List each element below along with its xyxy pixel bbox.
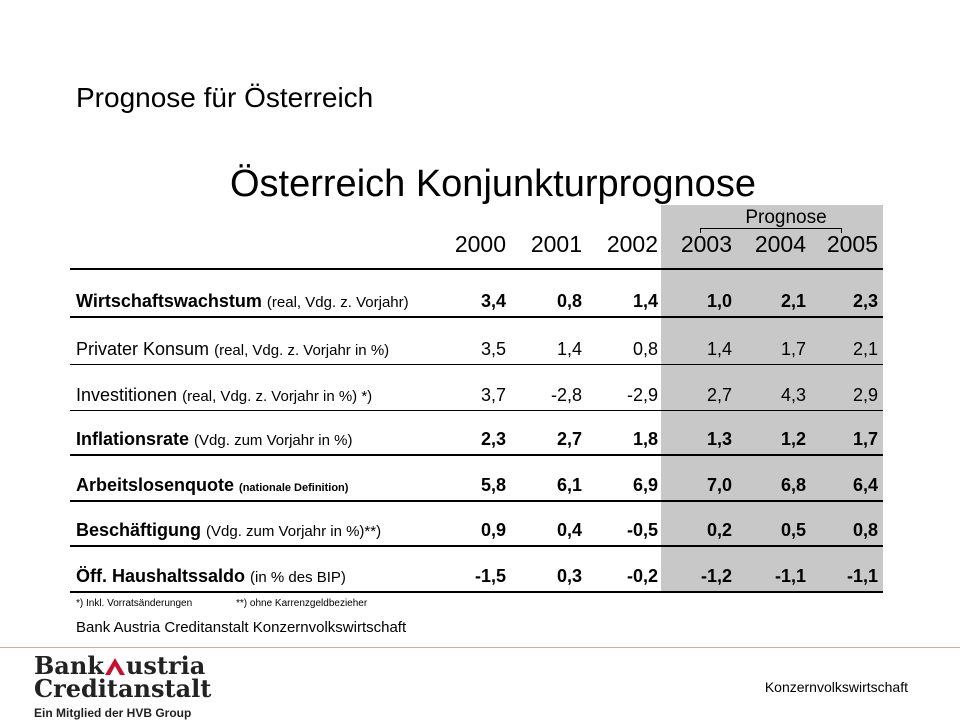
cell: 0,8 bbox=[556, 291, 582, 311]
cell: 7,0 bbox=[706, 475, 732, 495]
cell: 6,1 bbox=[556, 475, 582, 495]
logo-line-2: Creditanstalt bbox=[34, 674, 212, 703]
row-divider bbox=[70, 316, 883, 318]
table-row-investitionen bbox=[0, 382, 960, 408]
cell: 0,8 bbox=[852, 520, 878, 540]
cell: 2,9 bbox=[852, 385, 878, 405]
cell: 0,2 bbox=[706, 520, 732, 540]
year-header-row bbox=[0, 230, 960, 262]
cell: 1,8 bbox=[632, 429, 658, 449]
cell: 2,3 bbox=[852, 291, 878, 311]
cell: 1,4 bbox=[632, 291, 658, 311]
cell: 6,9 bbox=[632, 475, 658, 495]
logo-tagline: Ein Mitglied der HVB Group bbox=[34, 706, 192, 720]
cell: 2,1 bbox=[852, 339, 878, 359]
cell: 4,3 bbox=[780, 385, 806, 405]
forecast-label: Prognose bbox=[745, 207, 827, 228]
cell: 0,3 bbox=[556, 566, 582, 586]
cell: 1,4 bbox=[706, 339, 732, 359]
row-label: Investitionen (real, Vdg. z. Vorjahr in %) *) bbox=[76, 385, 373, 405]
cell: 2,7 bbox=[556, 429, 582, 449]
cell: 1,0 bbox=[706, 291, 732, 311]
header-divider bbox=[70, 268, 883, 270]
table-row-beschaeftigung bbox=[0, 517, 960, 543]
cell: 3,7 bbox=[480, 385, 506, 405]
row-divider bbox=[70, 364, 883, 365]
table-heading: Österreich Konjunkturprognose bbox=[230, 163, 756, 205]
row-label: Arbeitslosenquote (nationale Definition) bbox=[76, 475, 349, 495]
table-bottom-rule bbox=[70, 591, 883, 593]
row-label: Inflationsrate (Vdg. zum Vorjahr in %) bbox=[76, 429, 353, 449]
cell: 2,3 bbox=[480, 429, 506, 449]
year-2002: 2002 bbox=[606, 231, 658, 257]
cell: 2,7 bbox=[706, 385, 732, 405]
year-2000: 2000 bbox=[454, 231, 506, 257]
cell: 0,8 bbox=[632, 339, 658, 359]
cell: 1,7 bbox=[780, 339, 806, 359]
cell: 0,5 bbox=[780, 520, 806, 540]
footnote-2: **) ohne Karrenzgeldbezieher bbox=[236, 598, 368, 609]
row-divider bbox=[70, 410, 883, 411]
table-row-haushaltssaldo bbox=[0, 563, 960, 589]
cell: 2,1 bbox=[780, 291, 806, 311]
cell: -0,5 bbox=[626, 520, 658, 540]
cell: -1,2 bbox=[700, 566, 732, 586]
slide-title: Prognose für Österreich bbox=[76, 82, 374, 113]
cell: 1,7 bbox=[852, 429, 878, 449]
row-label: Öff. Haushaltssaldo (in % des BIP) bbox=[76, 566, 346, 586]
cell: -2,8 bbox=[550, 385, 582, 405]
table-row-inflationsrate bbox=[0, 426, 960, 452]
year-2005: 2005 bbox=[826, 231, 878, 257]
cell: 3,5 bbox=[480, 339, 506, 359]
row-label: Beschäftigung (Vdg. zum Vorjahr in %)**) bbox=[76, 520, 382, 540]
row-divider bbox=[70, 545, 883, 547]
bank-austria-logo bbox=[34, 651, 234, 720]
row-divider bbox=[70, 500, 883, 502]
cell: -1,1 bbox=[846, 566, 878, 586]
row-label: Wirtschaftswachstum (real, Vdg. z. Vorjahr) bbox=[76, 291, 409, 311]
logo-line-1: Bank ustria bbox=[34, 651, 206, 680]
source-line: Bank Austria Creditanstalt Konzernvolkswirtschaft bbox=[76, 619, 407, 636]
cell: -0,2 bbox=[626, 566, 658, 586]
cell: 1,2 bbox=[780, 429, 806, 449]
cell: -1,5 bbox=[474, 566, 506, 586]
year-2004: 2004 bbox=[754, 231, 806, 257]
table-row-privater-konsum bbox=[0, 336, 960, 362]
footnotes bbox=[76, 598, 368, 610]
cell: -1,1 bbox=[774, 566, 806, 586]
row-divider bbox=[70, 454, 883, 456]
cell: 0,4 bbox=[556, 520, 582, 540]
footer-department: Konzernvolkswirtschaft bbox=[764, 679, 908, 695]
footnote-1: *) Inkl. Vorratsänderungen bbox=[76, 598, 193, 609]
row-label: Privater Konsum (real, Vdg. z. Vorjahr in %) bbox=[76, 339, 390, 359]
cell: 6,8 bbox=[780, 475, 806, 495]
footer-divider bbox=[0, 647, 960, 648]
year-2001: 2001 bbox=[530, 231, 582, 257]
cell: 0,9 bbox=[480, 520, 506, 540]
cell: -2,9 bbox=[626, 385, 658, 405]
year-2003: 2003 bbox=[680, 231, 732, 257]
cell: 6,4 bbox=[852, 475, 878, 495]
cell: 1,4 bbox=[556, 339, 582, 359]
cell: 5,8 bbox=[480, 475, 506, 495]
cell: 1,3 bbox=[706, 429, 732, 449]
table-row-wirtschaftswachstum bbox=[0, 288, 960, 314]
cell: 3,4 bbox=[480, 291, 506, 311]
table-row-arbeitslosenquote bbox=[0, 472, 960, 498]
